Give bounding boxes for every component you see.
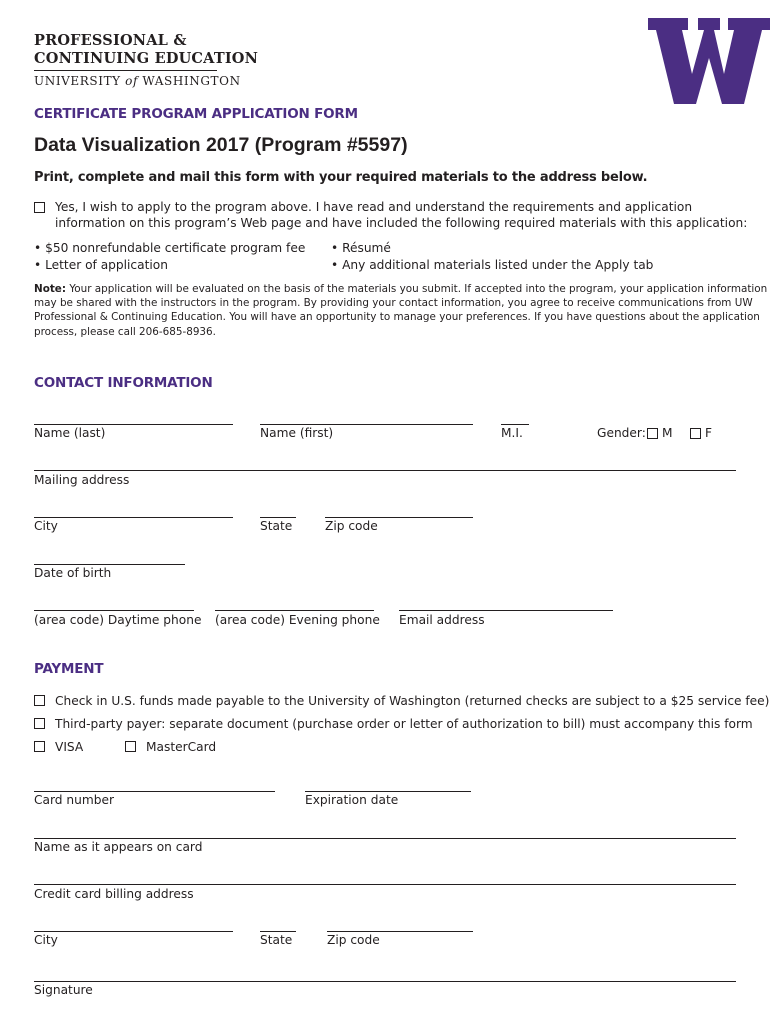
form-kind-heading: CERTIFICATE PROGRAM APPLICATION FORM [34,106,358,122]
expiration-label: Expiration date [305,793,399,807]
billing-city-label: City [34,933,58,947]
university-prefix: UNIVERSITY [34,74,121,88]
required-item: • Any additional materials listed under the Apply tab [331,258,654,272]
agreement-text-line2: information on this program’s Web page and have included the following required materials with this application: [55,216,748,230]
signature-label: Signature [34,983,93,997]
day-phone-field[interactable] [34,610,194,611]
gender-f-label: F [705,426,713,440]
email-field[interactable] [399,610,613,611]
org-name-line2: CONTINUING EDUCATION [34,50,259,67]
name-first-label: Name (first) [260,426,334,440]
zip-field[interactable] [325,517,473,518]
dob-field[interactable] [34,564,185,565]
name-last-field[interactable] [34,424,233,425]
card-number-label: Card number [34,793,114,807]
billing-state-field[interactable] [260,931,296,932]
name-on-card-label: Name as it appears on card [34,840,203,854]
email-label: Email address [399,613,485,627]
billing-zip-label: Zip code [327,933,380,947]
billing-state-label: State [260,933,293,947]
expiration-field[interactable] [305,791,471,792]
third-party-checkbox[interactable] [34,718,45,729]
gender-label: Gender: [597,426,646,440]
form-instruction: Print, complete and mail this form with your required materials to the address below. [34,170,648,185]
evening-phone-label: (area code) Evening phone [215,613,380,627]
required-item: • Letter of application [34,258,168,272]
logo-divider [34,70,217,71]
check-payment-checkbox[interactable] [34,695,45,706]
note-label: Note: [34,283,67,295]
mastercard-checkbox[interactable] [125,741,136,752]
page-title: Data Visualization 2017 (Program #5597) [34,134,408,156]
note-line: process, please call 206-685-8936. [34,325,216,338]
dob-label: Date of birth [34,566,112,580]
university-suffix: WASHINGTON [142,74,241,88]
visa-checkbox[interactable] [34,741,45,752]
note-paragraph [34,282,768,339]
billing-address-label: Credit card billing address [34,887,194,901]
visa-label: VISA [55,740,84,754]
city-field[interactable] [34,517,233,518]
card-number-field[interactable] [34,791,275,792]
org-name-line1: PROFESSIONAL & [34,32,187,49]
agreement-text-line1: Yes, I wish to apply to the program above. I have read and understand the requirements and application [55,200,693,214]
state-label: State [260,519,293,533]
contact-heading: CONTACT INFORMATION [34,375,213,391]
mailing-address-label: Mailing address [34,473,130,487]
name-on-card-field[interactable] [34,838,736,839]
payment-heading: PAYMENT [34,661,104,677]
day-phone-label: (area code) Daytime phone [34,613,202,627]
billing-zip-field[interactable] [327,931,473,932]
mailing-address-field[interactable] [34,470,736,471]
gender-m-checkbox[interactable] [647,428,658,439]
note-line: Your application will be evaluated on the basis of the materials you submit. If accepted into the program, your application information [66,283,768,295]
third-party-label: Third-party payer: separate document (purchase order or letter of authorization to bill) must accompany this form [55,717,753,731]
university-name [34,74,241,88]
zip-label: Zip code [325,519,378,533]
gender-f-checkbox[interactable] [690,428,701,439]
billing-city-field[interactable] [34,931,233,932]
name-last-label: Name (last) [34,426,106,440]
required-item: • $50 nonrefundable certificate program fee [34,241,306,255]
city-label: City [34,519,58,533]
signature-field[interactable] [34,981,736,982]
note-line: may be shared with the instructors in the program. By providing your contact information, you agree to receive communications from UW [34,297,753,310]
university-of: of [125,74,138,88]
gender-m-label: M [662,426,673,440]
check-payment-label: Check in U.S. funds made payable to the University of Washington (returned checks are subject to a $25 service fee) [55,694,770,708]
uw-w-logo-icon [648,18,770,104]
state-field[interactable] [260,517,296,518]
billing-address-field[interactable] [34,884,736,885]
required-item: • Résumé [331,241,391,255]
evening-phone-field[interactable] [215,610,374,611]
agreement-checkbox[interactable] [34,202,45,213]
middle-initial-label: M.I. [501,426,523,440]
name-first-field[interactable] [260,424,473,425]
note-line: Professional & Continuing Education. You will have an opportunity to manage your preferences. If you have questions about the application [34,311,760,324]
middle-initial-field[interactable] [501,424,529,425]
mastercard-label: MasterCard [146,740,217,754]
